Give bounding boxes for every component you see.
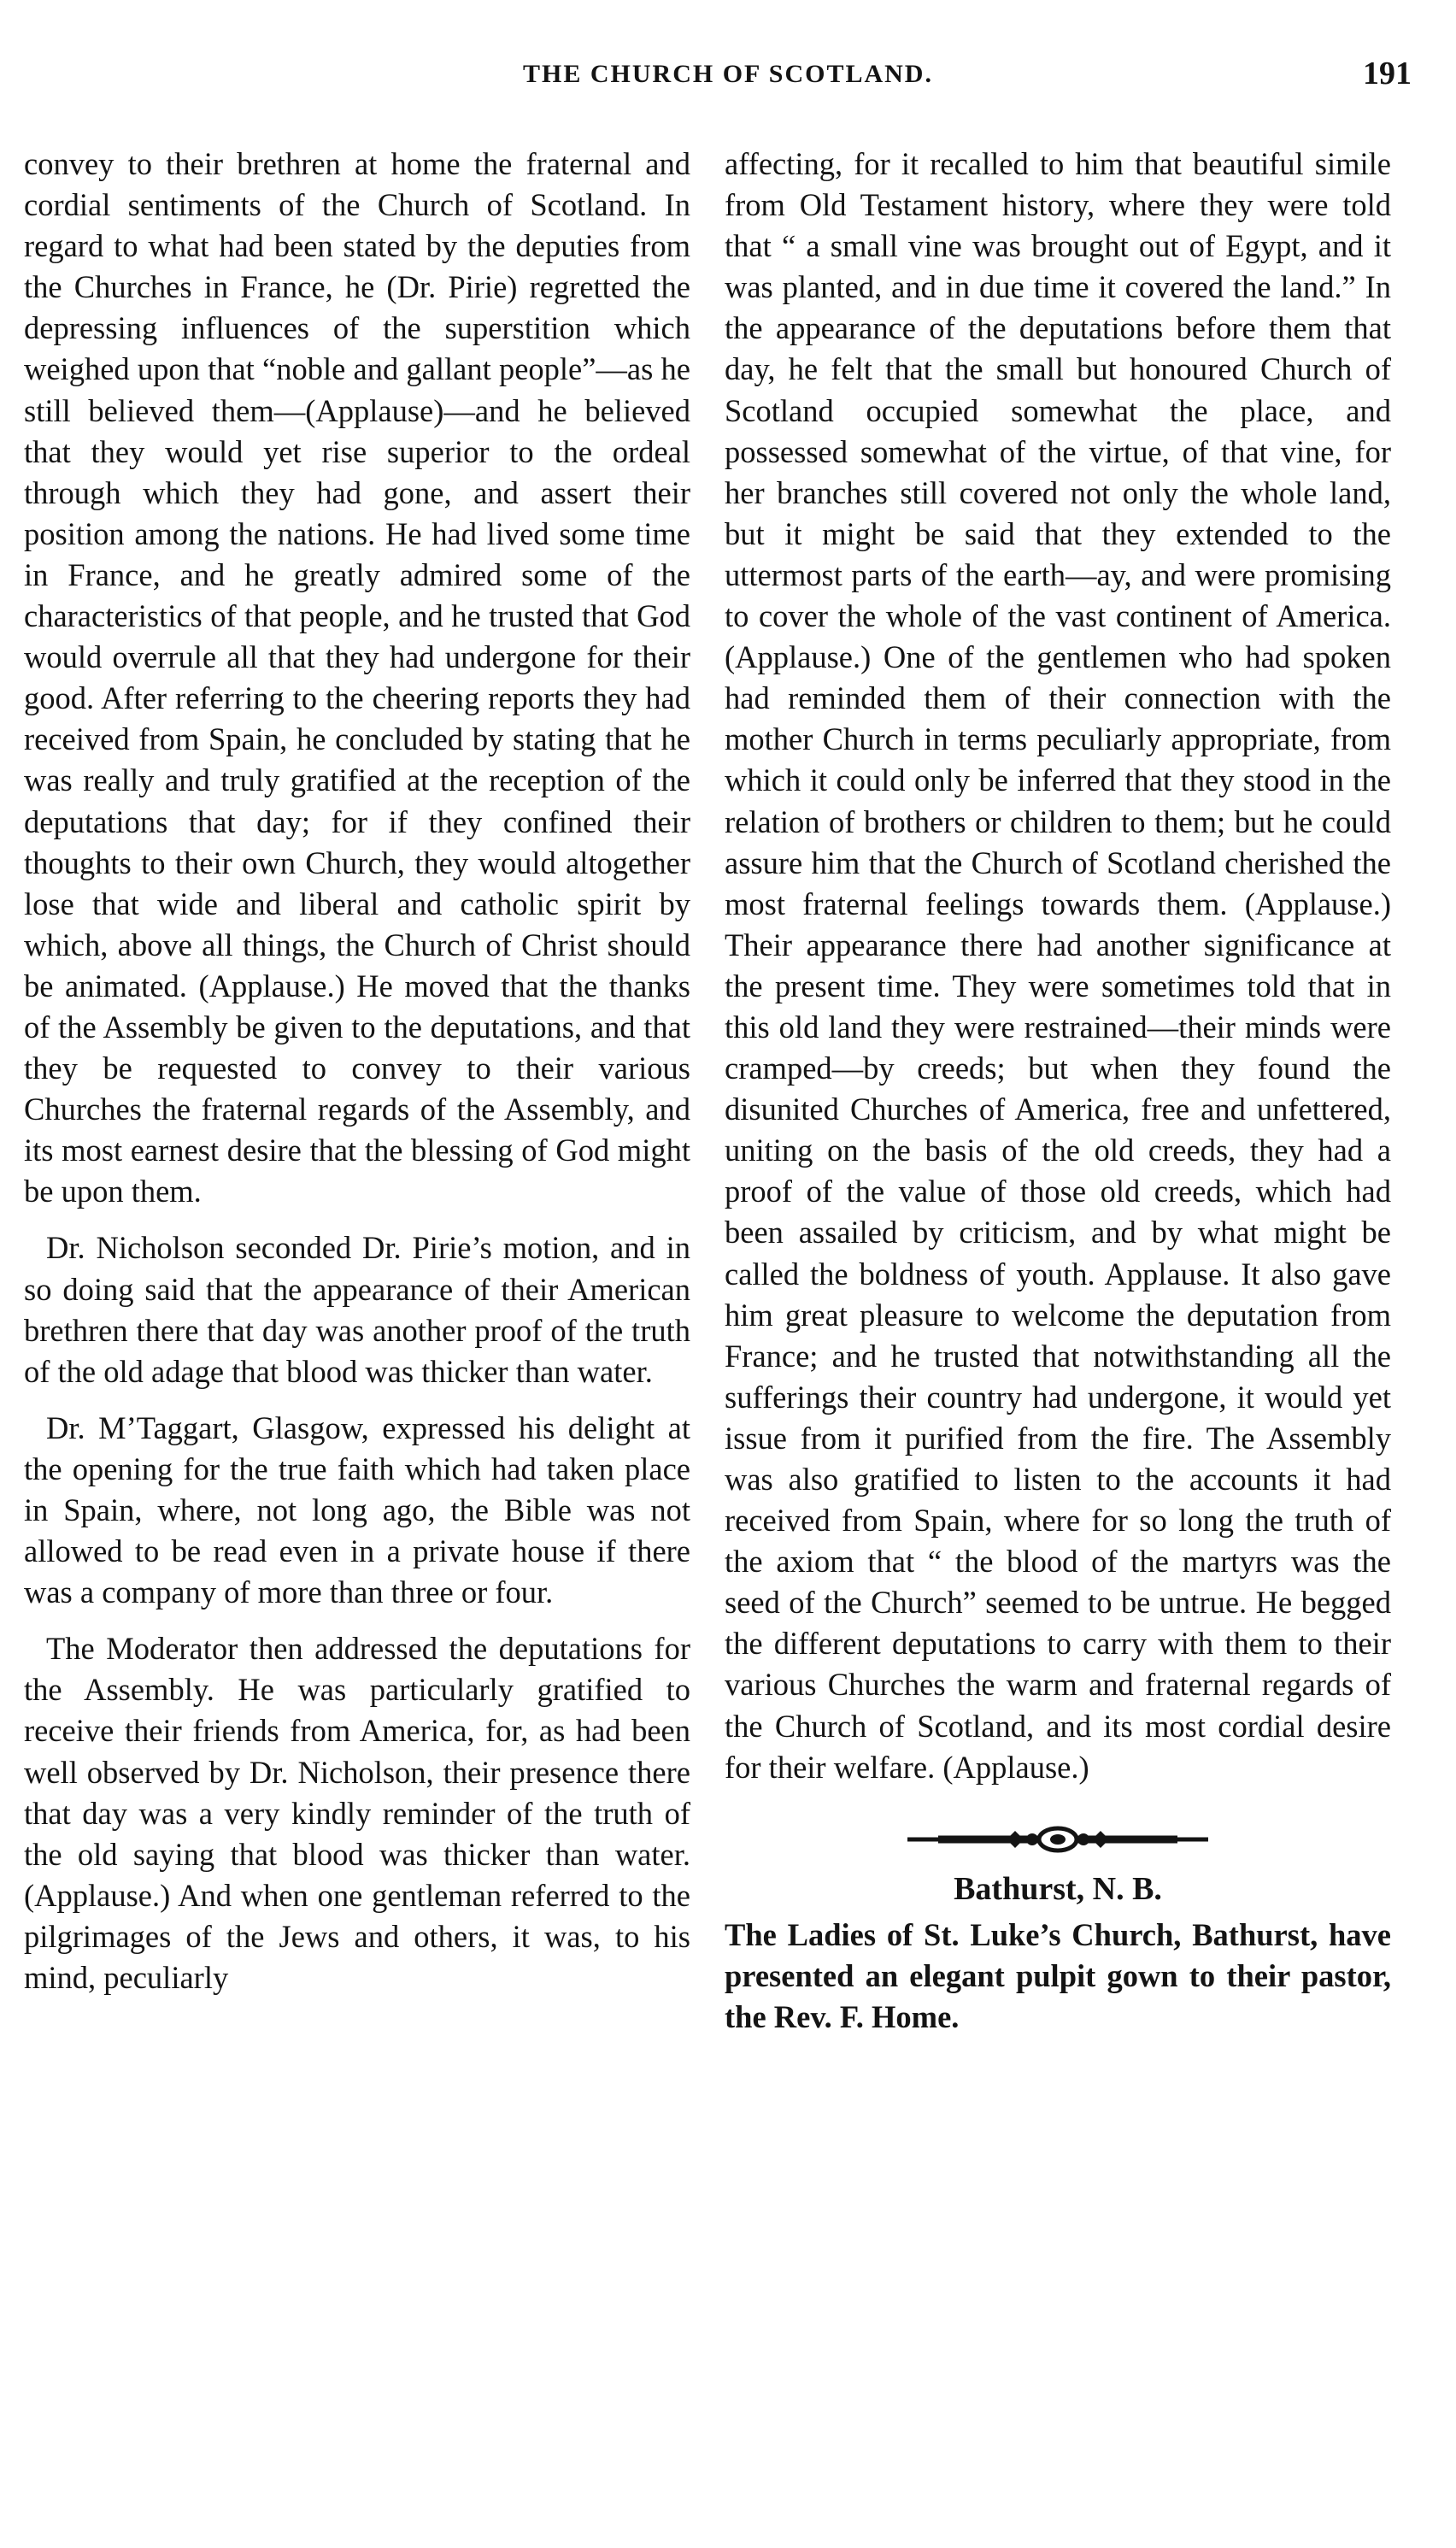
- section-heading: Bathurst, N. B.: [954, 1870, 1162, 1907]
- running-header: [0, 55, 1456, 106]
- paragraph-moderator: The Moderator then addressed the deputations for the Assembly. He was particularly gratified to receive their friends from America, for, as had been well observed by Dr. Nicholson, their presence there that day was a very kindly reminder of the truth of the old saying that blood was thicker than water. (Applause.) And when one gentleman referred to the pilgrimages of the Jews and others, it was, to his mind, peculiarly: [24, 1631, 690, 1996]
- page-number: 191: [1363, 56, 1412, 91]
- paragraph-moderator-continued: affecting, for it recalled to him that beautiful simile from Old Testament history, where they were told that “ a small vine was brought out of Egypt, and it was planted, and in due time it covered the land.” In the appearance of the deputations before them that day, he felt that the small but honoured Church of Scotland occupied somewhat the place, and possessed somewhat of the virtue, of that vine, for her branches still covered not only the whole land, but it might be said that they extended to the uttermost parts of the earth—ay, and were promising to cover the whole of the vast continent of America. (Applause.) One of the gentlemen who had spoken had reminded them of their connection with the mother Church in terms peculiarly appropriate, from which it could only be inferred that they stood in the relation of brothers or children to them; but he could assure him that the Church of Scotland cherished the most fraternal feelings towards them. (Applause.) Their appearance there had another significance at the present time. They were sometimes told that in this old land they were restrained—their minds were cramped—by creeds; but when they found the disunited Churches of America, free and unfettered, uniting on the basis of the old creeds, they had a proof of the value of those old creeds, which had been assailed by criticism, and by what might be called the boldness of youth. Applause. It also gave him great pleasure to welcome the deputation from France; and he trusted that notwithstanding all the sufferings their country had undergone, it would yet issue from it purified from the fire. The Assembly was also gratified to listen to the accounts it had received from Spain, where for so long the truth of the axiom that “ the blood of the martyrs was the seed of the Church” seemed to be untrue. He begged the different deputations to carry with them to their various Churches the warm and fraternal regards of the Church of Scotland, and its most cordial desire for their welfare. (Applause.): [725, 146, 1391, 1785]
- paragraph-pirie-motion: convey to their brethren at home the fraternal and cordial sentiments of the Church of Scotland. In regard to what had been stated by the deputies from the Churches in France, he (Dr. Pirie) regretted the depressing influences of the superstition which weighed upon that “noble and gallant people”—as he still believed them—(Applause)—and he believed that they would yet rise superior to the ordeal through which they had gone, and assert their position among the nations. He had lived some time in France, and he greatly admired some of the characteristics of that people, and he trusted that God would overrule all that they had undergone for their good. After referring to the cheering reports they had received from Spain, he concluded by stating that he was really and truly gratified at the reception of the deputations that day; for if they confined their thoughts to their own Church, they would altogether lose that wide and liberal and catholic spirit by which, above all things, the Church of Christ should be animated. (Applause.) He moved that the thanks of the Assembly be given to the deputations, and that they be requested to convey to their various Churches the fraternal regards of the Assembly, and its most earnest desire that the blessing of God might be upon them.: [24, 146, 690, 1209]
- left-column: [24, 144, 690, 1998]
- running-title: THE CHURCH OF SCOTLAND.: [523, 60, 933, 88]
- bathurst-notice: The Ladies of St. Luke’s Church, Bathurst, have presented an elegant pulpit gown to their pastor, the Rev. F. Home.: [725, 1916, 1391, 2035]
- right-column: [725, 144, 1391, 2038]
- paragraph-nicholson: Dr. Nicholson seconded Dr. Pirie’s motion, and in so doing said that the appearance of their American brethren there that day was another proof of the truth of the old adage that blood was thicker than water.: [24, 1230, 690, 1389]
- paragraph-mtaggart: Dr. M’Taggart, Glasgow, expressed his delight at the opening for the true faith which had taken place in Spain, where, not long ago, the Bible was not allowed to be read even in a private house if there was a company of more than three or four.: [24, 1409, 690, 1610]
- ornamental-rule-icon: [904, 1822, 1212, 1857]
